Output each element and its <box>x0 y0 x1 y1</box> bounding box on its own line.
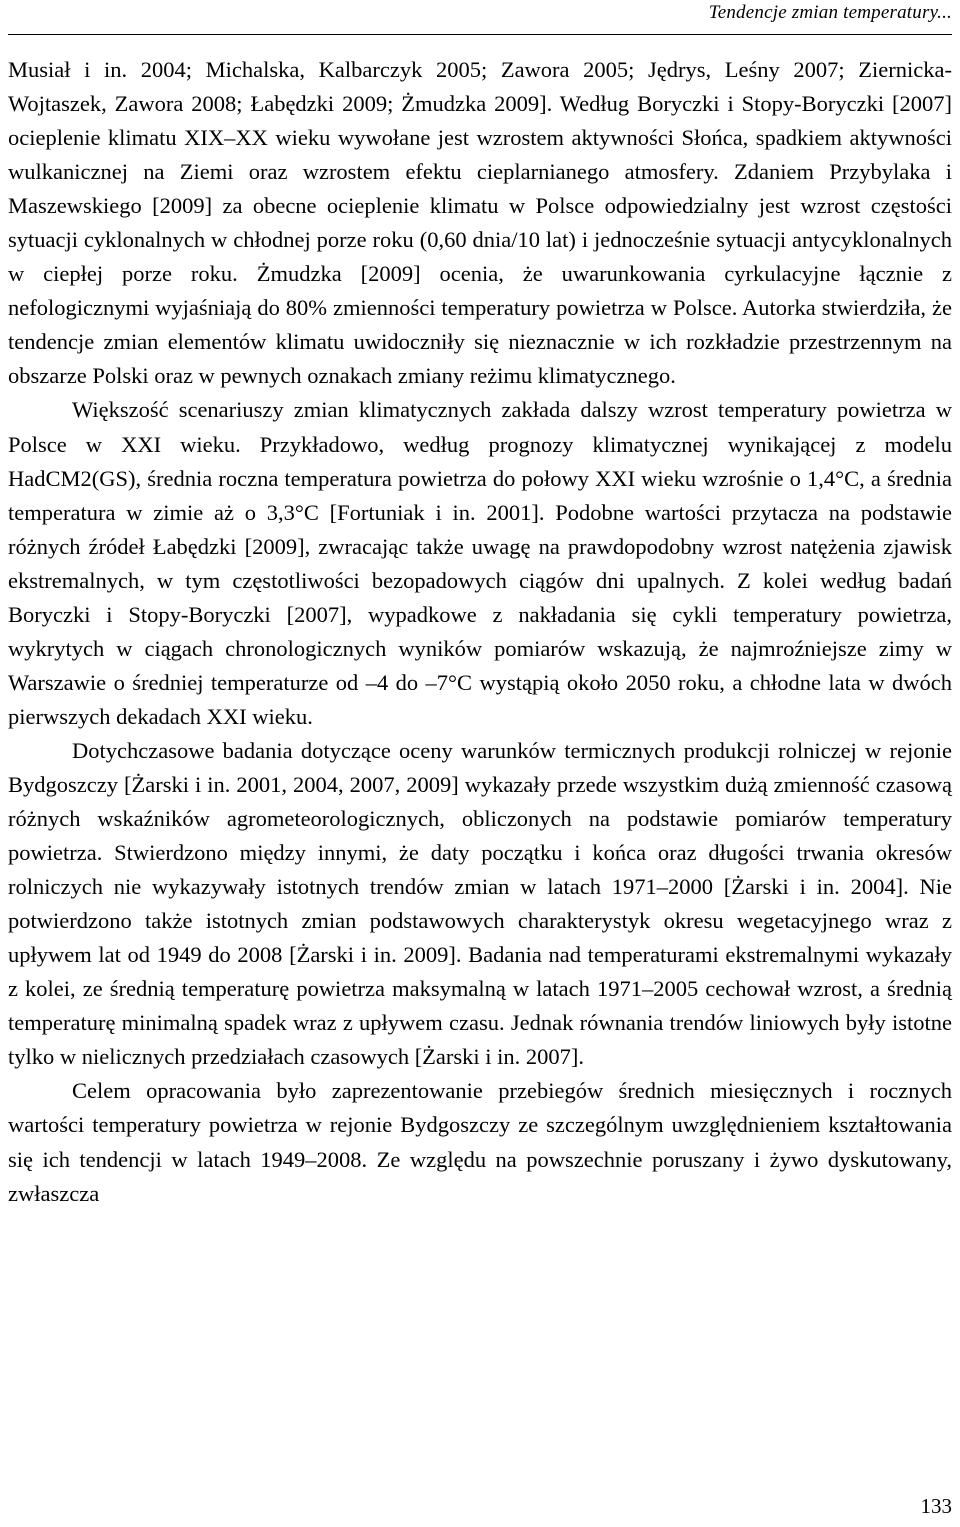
paragraph-4: Celem opracowania było zaprezentowanie przebiegów średnich miesięcznych i rocznych wartości temperatury powietrza w rejonie Bydgoszczy ze szczególnym uwzględnieniem kształtowania się ich tendencji w latach 1949–2008. Ze względu na powszechnie poruszany i żywo dyskutowany, zwłaszcza <box>8 1078 952 1206</box>
paragraph-1: Musiał i in. 2004; Michalska, Kalbarczyk 2005; Zawora 2005; Jędrys, Leśny 2007; Ziernicka-Wojtaszek, Zawora 2008; Łabędzki 2009; Żmudzka 2009]. Według Boryczki i Stopy-Boryczki [2007] ocieplenie klimatu XIX–XX wieku wywołane jest wzrostem aktywności Słońca, spadkiem aktywności wulkanicznej na Ziemi oraz wzrostem efektu cieplarnianego atmosfery. Zdaniem Przybylaka i Maszewskiego [2009] za obecne ocieplenie klimatu w Polsce odpowiedzialny jest wzrost częstości sytuacji cyklonalnych w chłodnej porze roku (0,60 dnia/10 lat) i jednocześnie sytuacji antycyklonalnych w ciepłej porze roku. Żmudzka [2009] ocenia, że uwarunkowania cyrkulacyjne łącznie z nefologicznymi wyjaśniają do 80% zmienności temperatury powietrza w Polsce. Autorka stwierdziła, że tendencje zmian elementów klimatu uwidoczniły się nieznacznie w ich rozkładzie przestrzennym na obszarze Polski oraz w pewnych oznakach zmiany reżimu klimatycznego. <box>8 57 952 389</box>
running-head: Tendencje zmian temperatury... <box>708 2 952 23</box>
header-rule <box>8 34 952 35</box>
page-number: 133 <box>920 1494 952 1518</box>
body-text <box>8 53 952 1211</box>
paragraph-2: Większość scenariuszy zmian klimatycznych zakłada dalszy wzrost temperatury powietrza w Polsce w XXI wieku. Przykładowo, według prognozy klimatycznej wynikającej z modelu HadCM2(GS), średnia roczna temperatura powietrza do połowy XXI wieku wzrośnie o 1,4°C, a średnia temperatura w zimie aż o 3,3°C [Fortuniak i in. 2001]. Podobne wartości przytacza na podstawie różnych źródeł Łabędzki [2009], zwracając także uwagę na prawdopodobny wzrost natężenia zjawisk ekstremalnych, w tym częstotliwości bezopadowych ciągów dni upalnych. Z kolei według badań Boryczki i Stopy-Boryczki [2007], wypadkowe z nakładania się cykli temperatury powietrza, wykrytych w ciągach chronologicznych wyników pomiarów wskazują, że najmroźniejsze zimy w Warszawie o średniej temperaturze od –4 do –7°C wystąpią około 2050 roku, a chłodne lata w dwóch pierwszych dekadach XXI wieku. <box>8 397 952 729</box>
paragraph-3: Dotychczasowe badania dotyczące oceny warunków termicznych produkcji rolniczej w rejonie Bydgoszczy [Żarski i in. 2001, 2004, 2007, 2009] wykazały przede wszystkim dużą zmienność czasową różnych wskaźników agrometeorologicznych, obliczonych na podstawie pomiarów temperatury powietrza. Stwierdzono między innymi, że daty początku i końca oraz długości trwania okresów rolniczych nie wykazywały istotnych trendów zmian w latach 1971–2000 [Żarski i in. 2004]. Nie potwierdzono także istotnych zmian podstawowych charakterystyk okresu wegetacyjnego wraz z upływem lat od 1949 do 2008 [Żarski i in. 2009]. Badania nad temperaturami ekstremalnymi wykazały z kolei, ze średnią temperaturę powietrza maksymalną w latach 1971–2005 cechował wzrost, a średnią temperaturę minimalną spadek wraz z upływem czasu. Jednak równania trendów liniowych były istotne tylko w nielicznych przedziałach czasowych [Żarski i in. 2007]. <box>8 737 952 1070</box>
